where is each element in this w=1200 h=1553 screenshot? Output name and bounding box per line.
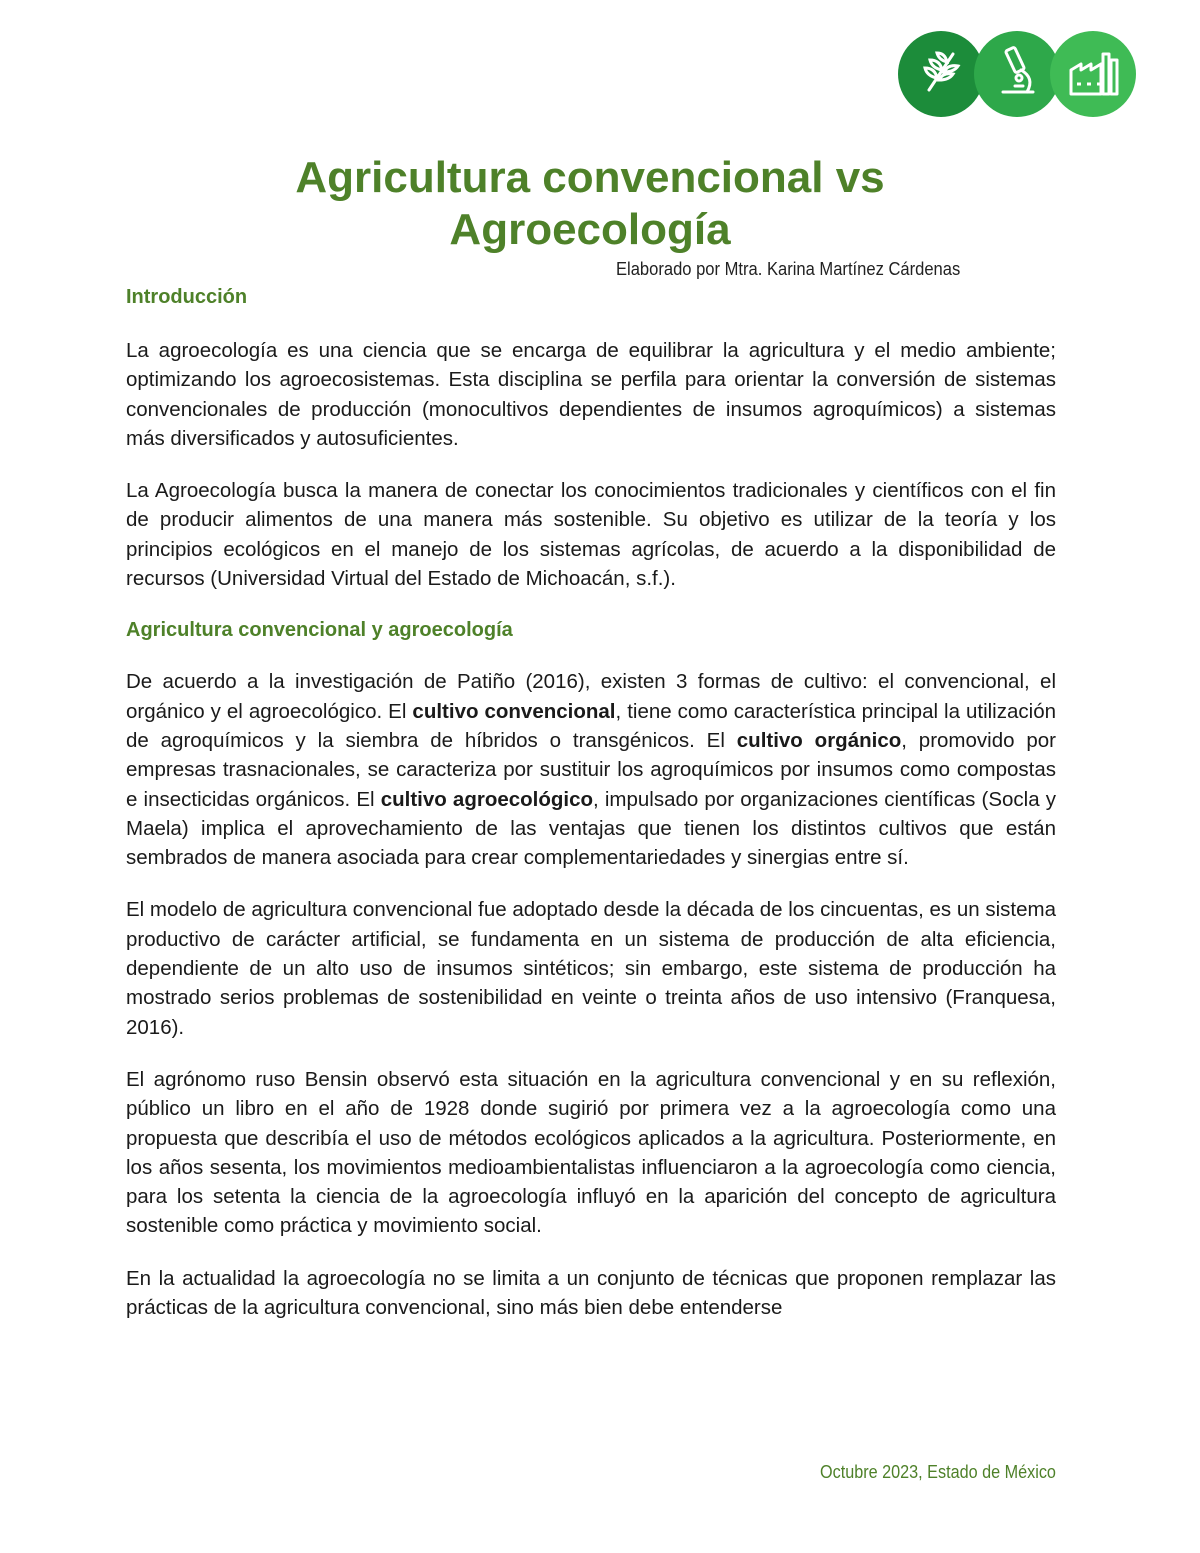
title-line-1: Agricultura convencional vs: [295, 153, 885, 202]
paragraph-modelo: El modelo de agricultura convencional fue adoptado desde la década de los cincuentas, es un sistema productivo de carácter artificial, se fundamenta en un sistema de producción de alta eficiencia, dependiente de un alto uso de insumos sintéticos; sin embargo, este sistema de producción ha mostrado serios problemas de sostenibilidad en veinte o treinta años de uso intensivo (Franquesa, 2016).: [126, 898, 1056, 1039]
section-heading-agricultura: Agricultura convencional y agroecología: [126, 619, 513, 642]
bold-term-convencional: cultivo convencional: [412, 699, 616, 723]
paragraph-text: , tiene como característica principal la utilización de agroquímicos y la siembra de híbridos o transgénicos. El: [126, 699, 1056, 752]
bold-term-organico: cultivo orgánico: [736, 728, 902, 752]
paragraph-intro-1: La agroecología es una ciencia que se encarga de equilibrar la agricultura y el medio ambiente; optimizando los agroecosistemas. Esta disciplina se perfila para orientar la conversión de sistemas convencionales de producción (monocultivos dependientes de insumos agroquímicos) a sistemas más diversificados y autosuficientes.: [126, 339, 1056, 450]
author-line: Elaborado por Mtra. Karina Martínez Cárdenas: [616, 259, 961, 279]
paragraph-cultivos: [126, 667, 1056, 872]
bold-term-agroecologico: cultivo agroecológico: [380, 787, 594, 811]
paragraph-actualidad: En la actualidad la agroecología no se limita a un conjunto de técnicas que proponen remplazar las prácticas de la agricultura convencional, sino más bien debe entenderse: [126, 1266, 1056, 1320]
paragraph-text: , promovido por empresas trasnacionales, se caracteriza por sustituir los agroquímicos por insumos como compostas e insecticidas orgánicos. El: [126, 728, 1056, 811]
page-title: [0, 152, 1180, 256]
document-body: [126, 282, 1056, 1322]
logo: [895, 28, 1140, 120]
paragraph-intro-2: La Agroecología busca la manera de conectar los conocimientos tradicionales y científicos con el fin de producir alimentos de una manera más sostenible. Su objetivo es utilizar de la teoría y los principios ecológicos en el manejo de los sistemas agrícolas, de acuerdo a la disponibilidad de recursos (Universidad Virtual del Estado de Michoacán, s.f.).: [126, 479, 1056, 591]
paragraph-text: De acuerdo a la investigación de Patiño (2016), existen 3 formas de cultivo: el convencional, el orgánico y el agroecológico. El: [126, 670, 1056, 723]
paragraph-text: , impulsado por organizaciones científicas (Socla y Maela) implica el aprovechamiento de las ventajas que tienen los distintos cultivos que están sembrados de manera asociada para crear complementariedades y sinergias entre sí.: [126, 787, 1056, 870]
title-line-2: Agroecología: [449, 205, 731, 254]
footer-date-location: Octubre 2023, Estado de México: [820, 1462, 1056, 1482]
section-heading-introduccion: Introducción: [126, 286, 248, 308]
paragraph-bensin: El agrónomo ruso Bensin observó esta situación en la agricultura convencional y en su reflexión, público un libro en el año de 1928 donde sugirió por primera vez a la agroecología como una propuesta que describía el uso de métodos ecológicos aplicados a la agricultura. Posteriormente, en los años sesenta, los movimientos medioambientalistas influenciaron a la agroecología como ciencia, para los setenta la ciencia de la agroecología influyó en la aparición del concepto de agricultura sostenible como práctica y movimiento social.: [126, 1067, 1056, 1238]
